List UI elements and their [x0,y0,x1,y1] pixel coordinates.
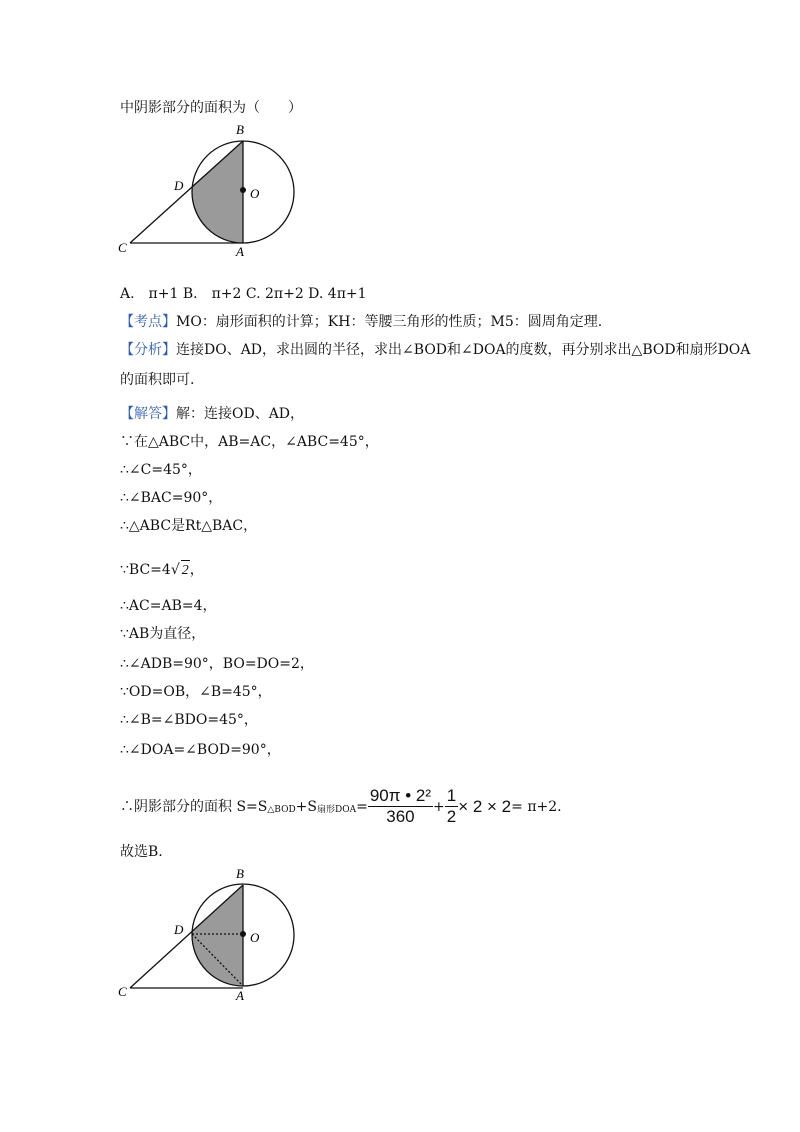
geometry-figure-1 [112,118,302,258]
step-10: ∴∠DOA=∠BOD=90°， [120,742,281,758]
fraction-sector-den: 360 [386,807,415,826]
geometry-figure-2 [112,862,302,1002]
kaodian-tag: 【考点】 [120,314,176,330]
bc-prefix: ∵BC=4 [120,562,171,578]
fenxi-line-2: 的面积即可. [120,372,195,388]
fenxi-text-1: 连接DO、AD，求出圆的半径，求出∠BOD和∠DOA的度数，再分别求出△BOD和扇形DOA [176,342,751,358]
label-D: D [174,178,184,193]
jieda-text: 解：连接OD、AD， [176,406,305,422]
area-sub-doa: 扇形DOA [317,804,357,815]
label-C-2: C [118,984,127,999]
center-point [240,187,246,193]
fraction-half [445,786,458,827]
bc-step [120,560,204,581]
area-plus: +S [295,798,317,815]
label-B-2: B [236,866,244,881]
label-D-2: D [174,922,184,937]
bc-suffix: ， [189,562,204,578]
shaded-region-2 [192,885,243,986]
answer-line: 故选B. [120,844,163,860]
area-times: × 2 × 2 [458,796,512,816]
kaodian-line [120,312,602,332]
kaodian-text: MO：扇形面积的计算；KH：等腰三角形的性质；M5：圆周角定理. [176,314,603,330]
fraction-sector-num: 90π • 2² [369,786,431,805]
center-point-2 [240,931,246,937]
jieda-line [120,404,304,424]
fraction-sector [368,786,433,827]
answer-options: A. π+1 B. π+2 C. 2π+2 D. 4π+1 [120,286,367,302]
fenxi-tag: 【分析】 [120,342,176,358]
label-B: B [236,122,244,137]
label-A: A [236,244,244,258]
question-stem: 中阴影部分的面积为（ ） [120,100,302,116]
area-eq: = [356,798,368,815]
sqrt-sign: √ [170,562,180,578]
step-3: ∴∠BAC=90°， [120,490,223,506]
step-7: ∴∠ADB=90°，BO=DO=2， [120,656,314,672]
area-formula [120,786,562,827]
step-6: ∵AB为直径， [120,626,206,642]
area-plus2: + [433,798,445,815]
step-8: ∵OD=OB，∠B=45°， [120,684,272,700]
shaded-region [192,141,243,243]
step-5: ∴AC=AB=4， [120,598,217,614]
label-O: O [250,186,260,201]
label-C: C [118,240,127,255]
fraction-half-num: 1 [446,786,457,805]
step-1: ∵在△ABC中，AB=AC，∠ABC=45°， [120,434,379,450]
step-2: ∴∠C=45°， [120,462,202,478]
fenxi-line-1 [120,340,750,360]
jieda-tag: 【解答】 [120,406,176,422]
step-4: ∴△ABC是Rt△BAC， [120,518,258,534]
step-9: ∴∠B=∠BDO=45°， [120,712,258,728]
label-O-2: O [250,930,260,945]
label-A-2: A [236,988,244,1002]
area-prefix: ∴阴影部分的面积 S=S [120,798,268,815]
area-sub-bod: △BOD [267,804,296,815]
area-result: = π+2. [511,798,562,815]
fraction-half-den: 2 [446,807,457,826]
bc-radicand: 2 [181,560,190,581]
